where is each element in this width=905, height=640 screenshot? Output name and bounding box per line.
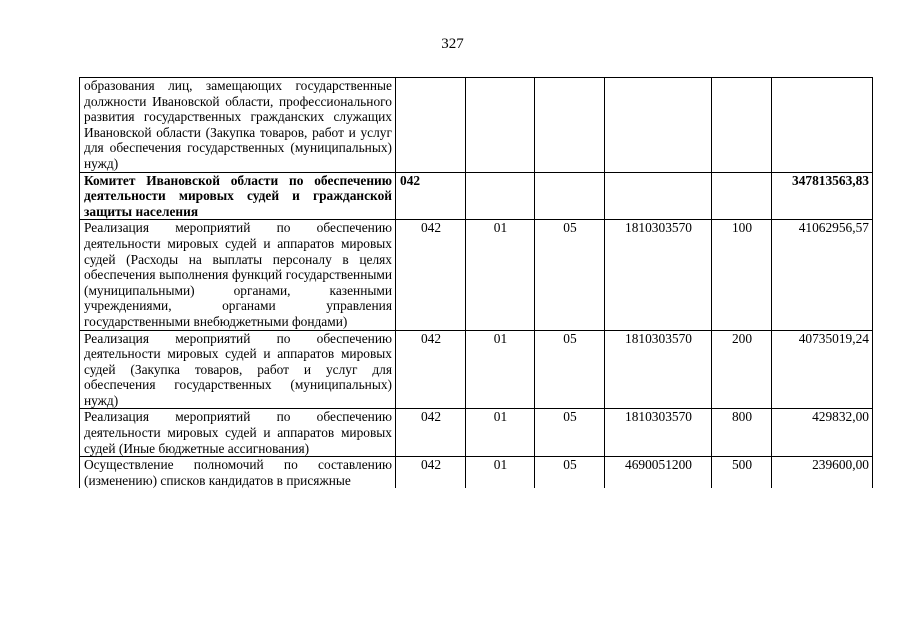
row-amount: 40735019,24 <box>772 330 873 409</box>
row-ministry-code: 042 <box>396 172 466 220</box>
row-amount: 429832,00 <box>772 409 873 457</box>
row-name: образования лиц, замещающих государственные должности Ивановской области, профессионального развития государственных гражданских служащих Ивановской области (Закупка товаров, работ и услуг для обеспечения государственных (муниципальных) нужд) <box>80 78 396 173</box>
table-row <box>80 78 873 173</box>
row-expense-type-code: 100 <box>712 220 772 330</box>
row-target-code: 1810303570 <box>605 409 712 457</box>
row-amount: 239600,00 <box>772 457 873 489</box>
table-row <box>80 457 873 489</box>
row-section-code: 01 <box>466 457 535 489</box>
row-section-code <box>466 172 535 220</box>
row-amount <box>772 78 873 173</box>
row-target-code: 1810303570 <box>605 330 712 409</box>
budget-table <box>79 77 873 488</box>
row-expense-type-code <box>712 172 772 220</box>
row-amount: 347813563,83 <box>772 172 873 220</box>
table-row <box>80 409 873 457</box>
row-subsection-code <box>535 78 605 173</box>
row-expense-type-code: 800 <box>712 409 772 457</box>
row-target-code <box>605 172 712 220</box>
row-expense-type-code <box>712 78 772 173</box>
row-ministry-code <box>396 78 466 173</box>
row-ministry-code: 042 <box>396 220 466 330</box>
table-row <box>80 220 873 330</box>
row-target-code <box>605 78 712 173</box>
row-subsection-code: 05 <box>535 409 605 457</box>
row-amount: 41062956,57 <box>772 220 873 330</box>
table-row <box>80 330 873 409</box>
page-number: 327 <box>441 36 464 52</box>
row-subsection-code <box>535 172 605 220</box>
row-section-code: 01 <box>466 330 535 409</box>
row-target-code: 1810303570 <box>605 220 712 330</box>
row-name: Осуществление полномочий по составлению (изменению) списков кандидатов в присяжные <box>80 457 396 489</box>
row-subsection-code: 05 <box>535 457 605 489</box>
row-subsection-code: 05 <box>535 330 605 409</box>
row-subsection-code: 05 <box>535 220 605 330</box>
row-section-code: 01 <box>466 409 535 457</box>
row-name: Реализация мероприятий по обеспечению деятельности мировых судей и аппаратов мировых судей (Закупка товаров, работ и услуг для обеспечения государственных (муниципальных) нужд) <box>80 330 396 409</box>
row-name: Реализация мероприятий по обеспечению деятельности мировых судей и аппаратов мировых судей (Иные бюджетные ассигнования) <box>80 409 396 457</box>
row-target-code: 4690051200 <box>605 457 712 489</box>
row-expense-type-code: 200 <box>712 330 772 409</box>
row-name: Реализация мероприятий по обеспечению деятельности мировых судей и аппаратов мировых судей (Расходы на выплаты персоналу в целях обеспечения выполнения функций государственными (муниципальными) органами, казенными учреждениями, органами управления государственными внебюджетными фондами) <box>80 220 396 330</box>
row-section-code: 01 <box>466 220 535 330</box>
row-section-code <box>466 78 535 173</box>
row-ministry-code: 042 <box>396 409 466 457</box>
row-ministry-code: 042 <box>396 330 466 409</box>
table-row <box>80 172 873 220</box>
row-ministry-code: 042 <box>396 457 466 489</box>
row-name: Комитет Ивановской области по обеспечению деятельности мировых судей и гражданской защиты населения <box>80 172 396 220</box>
row-expense-type-code: 500 <box>712 457 772 489</box>
